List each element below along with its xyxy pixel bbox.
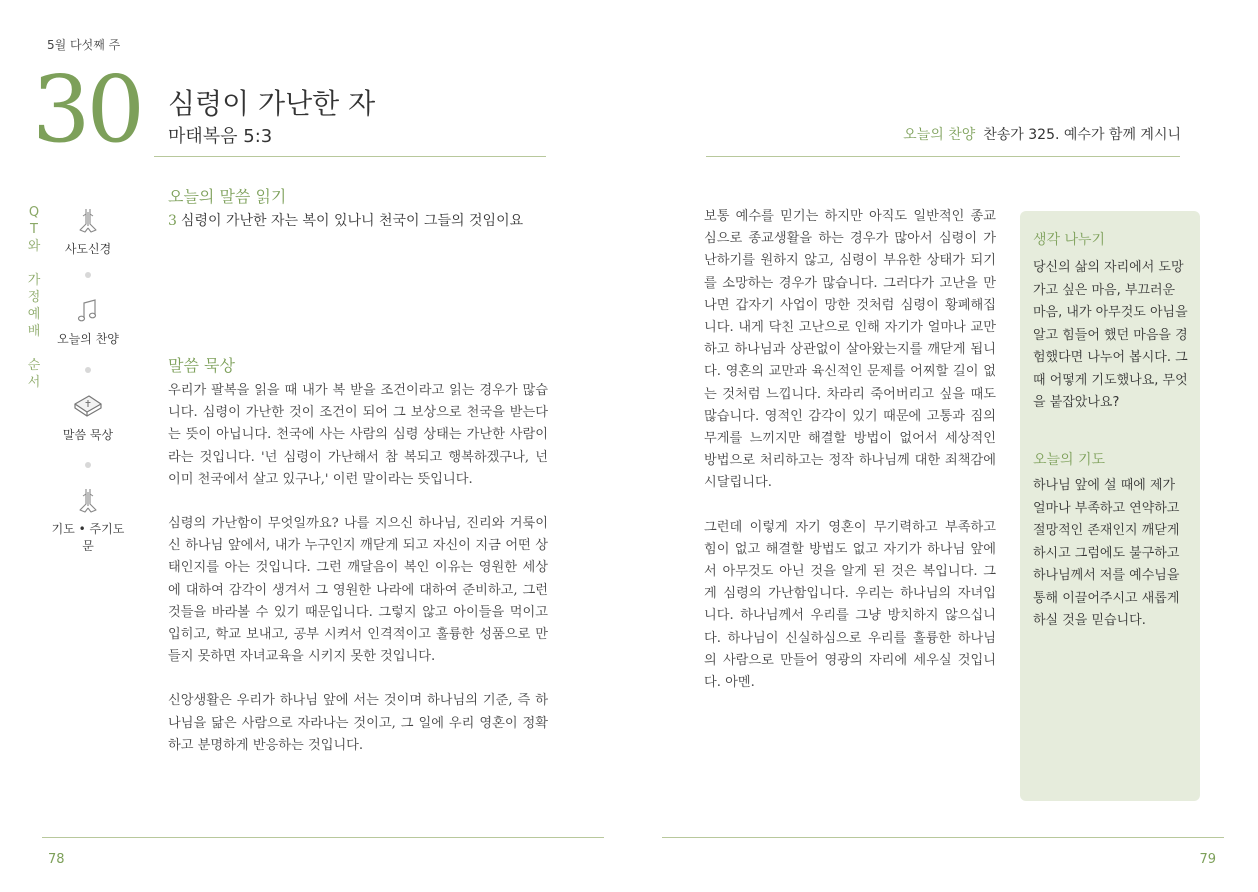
music-note-icon [73,296,103,326]
paragraph: 우리가 팔복을 읽을 때 내가 복 받을 조건이라고 읽는 경우가 많습니다. 심령이 가난한 것이 조건이 되어 그 보상으로 천국을 받는다는 뜻이 아닙니다. 천국에 사는 사람의 심령 상태는 가난한 사람이라는 것입니다. '넌 심령이 가난해서 참 복되고 행복하겠구나, 넌 이미 천국에서 살고 있구나,' 이런 말이라는 뜻입니다. [168,383,548,487]
vertical-order-label: Q T 와 가 정 예 배 순 서 [27,205,41,390]
footer-rule-left [42,837,604,838]
praying-hands-icon [73,206,103,236]
meditation-column-right [704,206,996,716]
bible-icon [71,392,105,422]
step-divider-dot [85,367,91,373]
step-label: 오늘의 찬양 [57,332,119,346]
reflection-box [1020,211,1200,801]
step-divider-dot [85,462,91,468]
footer-rule-right [662,837,1224,838]
prayer-heading: 오늘의 기도 [1033,452,1106,468]
paragraph: 그런데 이렇게 자기 영혼이 무기력하고 부족하고 힘이 없고 해결할 방법도 없고 자기가 하나님 앞에서 아무것도 아닌 것을 알게 된 것은 복입니다. 그게 심령의 가난함입니다. 우리는 하나님의 자녀입니다. 하나님께서 우리를 그냥 방치하지 않으십니다. 하나님이 신실하심으로 우리를 훌륭한 하나님의 사람으로 만들어 영광의 자리에 세우실 것입니다. 아멘. [704,519,996,691]
verse-number: 3 [168,213,177,229]
header-rule-left [154,156,546,157]
page-title: 심령이 가난한 자 [168,87,376,120]
step-prayer [48,486,128,554]
hymn-label: 오늘의 찬양 [903,127,976,143]
page-number-left: 78 [48,852,65,867]
step-creed [48,206,128,257]
reading-heading: 오늘의 말씀 읽기 [168,187,287,206]
share-text: 당신의 삶의 자리에서 도망가고 싶은 마음, 부끄러운 마음, 내가 아무것도 아님을 알고 힘들어 했던 마음을 경험했다면 나누어 봅시다. 그때 어떻게 기도했나요, 무엇을 붙잡았나요? [1033,260,1188,410]
verse [168,210,548,230]
meditation-heading: 말씀 묵상 [168,356,235,375]
praying-hands-icon [73,486,103,516]
step-hymn [48,296,128,347]
paragraph: 신앙생활은 우리가 하나님 앞에 서는 것이며 하나님의 기준, 즉 하나님을 닮은 사람으로 자라나는 것이고, 그 일에 우리 영혼이 정확하고 분명하게 반응하는 것입니다. [168,693,548,753]
paragraph: 보통 예수를 믿기는 하지만 아직도 일반적인 종교심으로 종교생활을 하는 경우가 많아서 심령이 가난하기를 원하지 않고, 심령이 부유한 상태가 되기를 소망하는 경우가 많습니다. 그러다가 고난을 만나면 갑자기 사업이 망한 것처럼 심령이 황폐해집니다. 내게 닥친 고난으로 인해 자기가 얼마나 교만하고 하나님과 상관없이 살아왔는지를 깨닫게 됩니다. 영혼의 교만과 육신적인 문제를 어찌할 길이 없는 것처럼 느낍니다. 차라리 죽어버리고 싶을 때도 많습니다. 영적인 감각이 있기 때문에 고통과 짐의 무게를 느끼지만 해결할 방법이 없어서 세상적인 방법으로 처리하고는 정작 하나님께 대한 죄책감에 시달립니다. [704,209,996,491]
step-meditation [48,392,128,443]
step-divider-dot [85,272,91,278]
share-heading: 생각 나누기 [1033,232,1106,248]
page-number-right: 79 [1199,852,1216,867]
scripture-reference: 마태복음 5:3 [168,126,273,147]
step-label: 말씀 묵상 [62,428,114,442]
step-label: 기도 • 주기도문 [51,522,125,553]
header-rule-right [706,156,1180,157]
meditation-column-left [168,380,548,779]
step-label: 사도신경 [64,242,112,256]
paragraph: 심령의 가난함이 무엇일까요? 나를 지으신 하나님, 진리와 거룩이신 하나님 앞에서, 내가 누구인지 깨닫게 되고 자신이 지금 어떤 상태인지를 아는 것입니다. 그런 깨달음이 복인 이유는 영원한 세상에 대하여 감각이 생겨서 그 영원한 나라에 대하여 준비하고, 그런 것들을 바라볼 수 있기 때문입니다. 그렇지 않고 아이들을 먹이고 입히고, 학교 보내고, 공부 시켜서 인격적이고 훌륭한 성품으로 만들지 못하면 자녀교육을 시키지 못한 것입니다. [168,516,548,665]
prayer-text: 하나님 앞에 설 때에 제가 얼마나 부족하고 연약하고 절망적인 존재인지 깨닫게 하시고 그럼에도 불구하고 하나님께서 저를 예수님을 통해 이끌어주시고 새롭게 하실 것을 믿습니다. [1033,478,1180,628]
week-label: 5월 다섯째 주 [47,38,121,52]
hymn-text: 찬송가 325. 예수가 함께 계시니 [983,127,1181,143]
day-number: 30 [32,56,142,163]
verse-text: 심령이 가난한 자는 복이 있나니 천국이 그들의 것임이요 [180,213,524,229]
todays-hymn [903,124,1181,144]
